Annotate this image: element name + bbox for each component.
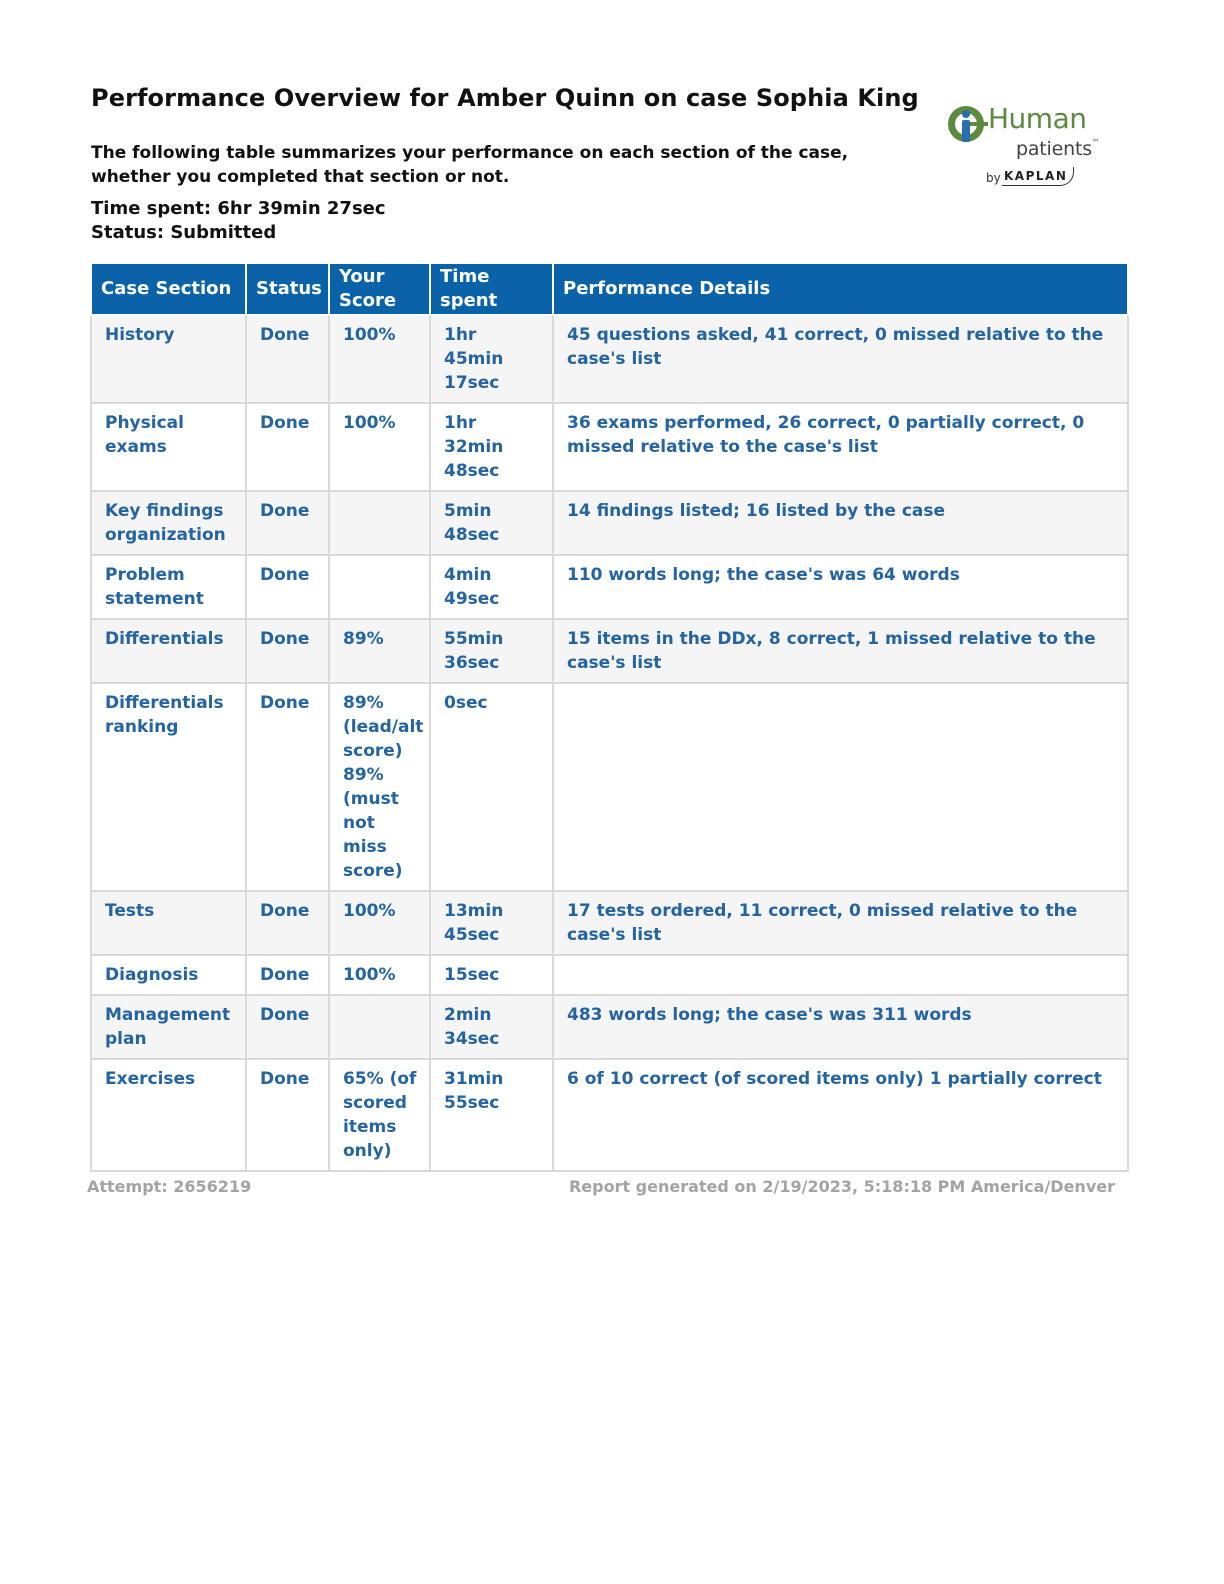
table-row: [91, 891, 1128, 955]
cell-details: 6 of 10 correct (of scored items only) 1 partially correct: [553, 1059, 1128, 1171]
cell-score: 89%: [329, 619, 430, 683]
cell-score: [329, 491, 430, 555]
header-your-score: Your Score: [329, 263, 430, 315]
summary-block: [91, 197, 386, 245]
cell-details: 110 words long; the case's was 64 words: [553, 555, 1128, 619]
cell-section: Differentials: [91, 619, 246, 683]
cell-status: Done: [246, 683, 329, 891]
cell-details: [553, 955, 1128, 995]
cell-details: 17 tests ordered, 11 correct, 0 missed relative to the case's list: [553, 891, 1128, 955]
cell-details: 45 questions asked, 41 correct, 0 missed relative to the case's list: [553, 315, 1128, 403]
cell-time: 31min 55sec: [430, 1059, 553, 1171]
table-row: [91, 1059, 1128, 1171]
cell-score: [329, 995, 430, 1059]
table-row: [91, 555, 1128, 619]
table-row: [91, 403, 1128, 491]
table-header-row: [91, 263, 1128, 315]
cell-details: 36 exams performed, 26 correct, 0 partially correct, 0 missed relative to the case's list: [553, 403, 1128, 491]
page-title: Performance Overview for Amber Quinn on case Sophia King: [91, 84, 919, 112]
cell-status: Done: [246, 403, 329, 491]
cell-status: Done: [246, 1059, 329, 1171]
cell-score: [329, 555, 430, 619]
submission-status: Status: Submitted: [91, 222, 277, 243]
cell-details: [553, 683, 1128, 891]
header-status: Status: [246, 263, 329, 315]
total-time-spent: Time spent: 6hr 39min 27sec: [91, 198, 386, 219]
header-case-section: Case Section: [91, 263, 246, 315]
cell-details: 483 words long; the case's was 311 words: [553, 995, 1128, 1059]
cell-time: 15sec: [430, 955, 553, 995]
cell-status: Done: [246, 891, 329, 955]
cell-section: Management plan: [91, 995, 246, 1059]
table-row: [91, 619, 1128, 683]
cell-score: 100%: [329, 403, 430, 491]
cell-time: 5min 48sec: [430, 491, 553, 555]
cell-details: 15 items in the DDx, 8 correct, 1 missed relative to the case's list: [553, 619, 1128, 683]
table-row: [91, 955, 1128, 995]
cell-section: Differentials ranking: [91, 683, 246, 891]
attempt-id: Attempt: 2656219: [87, 1177, 252, 1196]
cell-section: Tests: [91, 891, 246, 955]
cell-time: 1hr 32min 48sec: [430, 403, 553, 491]
performance-table: [90, 262, 1129, 1172]
cell-section: History: [91, 315, 246, 403]
cell-time: 2min 34sec: [430, 995, 553, 1059]
cell-score: 100%: [329, 315, 430, 403]
logo-by-text: by: [986, 171, 1001, 185]
cell-time: 1hr 45min 17sec: [430, 315, 553, 403]
cell-score: 100%: [329, 891, 430, 955]
cell-section: Exercises: [91, 1059, 246, 1171]
cell-score: 89% (lead/alt score) 89% (must not miss score): [329, 683, 430, 891]
cell-status: Done: [246, 619, 329, 683]
cell-details: 14 findings listed; 16 listed by the case: [553, 491, 1128, 555]
header-time-spent: Time spent: [430, 263, 553, 315]
cell-status: Done: [246, 955, 329, 995]
table-row: [91, 315, 1128, 403]
ihuman-logo: [944, 100, 1114, 200]
cell-section: Diagnosis: [91, 955, 246, 995]
cell-section: Problem statement: [91, 555, 246, 619]
cell-status: Done: [246, 491, 329, 555]
header-performance-details: Performance Details: [553, 263, 1128, 315]
logo-patients-text: patients™: [1016, 138, 1100, 160]
cell-time: 55min 36sec: [430, 619, 553, 683]
cell-score: 65% (of scored items only): [329, 1059, 430, 1171]
table-row: [91, 491, 1128, 555]
cell-section: Physical exams: [91, 403, 246, 491]
cell-status: Done: [246, 315, 329, 403]
cell-status: Done: [246, 555, 329, 619]
ihuman-person-icon: [946, 103, 990, 145]
logo-human-text: Human: [988, 102, 1087, 135]
cell-score: 100%: [329, 955, 430, 995]
table-row: [91, 683, 1128, 891]
report-generated-date: Report generated on 2/19/2023, 5:18:18 PM America/Denver: [568, 1177, 1115, 1196]
logo-kaplan-text: KAPLAN: [1002, 167, 1074, 186]
cell-time: 13min 45sec: [430, 891, 553, 955]
cell-status: Done: [246, 995, 329, 1059]
cell-section: Key findings organization: [91, 491, 246, 555]
table-row: [91, 995, 1128, 1059]
intro-text: The following table summarizes your performance on each section of the case, whether you completed that section or not.: [91, 143, 849, 187]
cell-time: 4min 49sec: [430, 555, 553, 619]
cell-time: 0sec: [430, 683, 553, 891]
